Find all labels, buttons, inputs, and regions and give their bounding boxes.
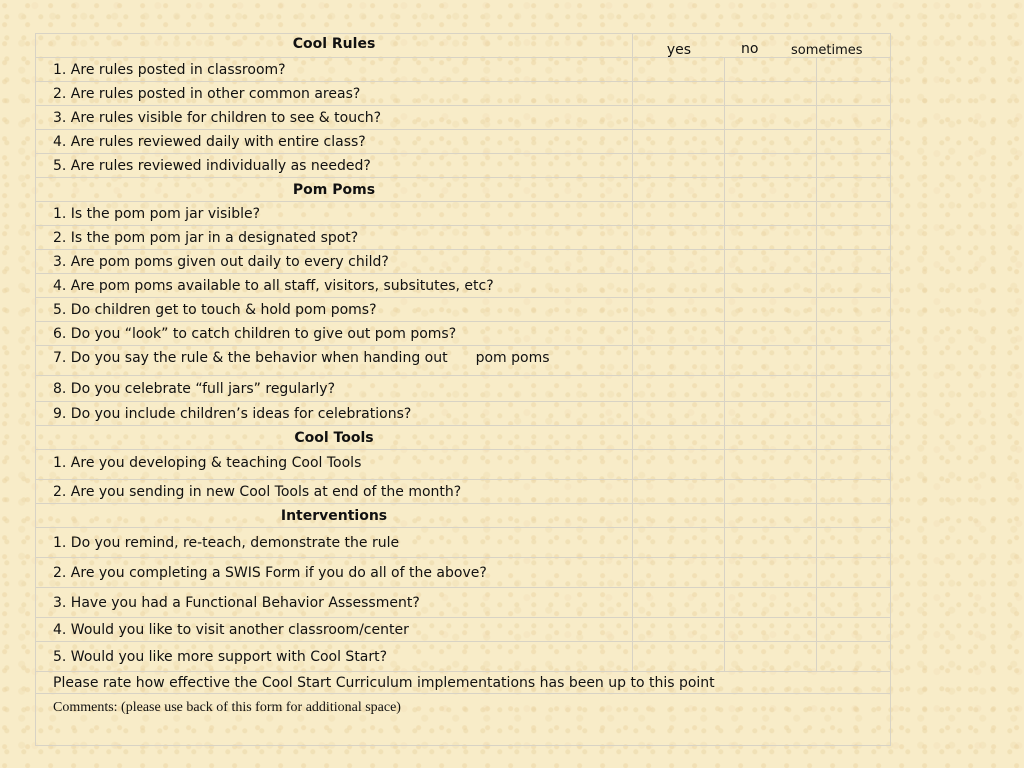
interventions-header-row	[36, 504, 891, 528]
sometimes-cell[interactable]	[817, 480, 891, 504]
question-row	[36, 82, 891, 106]
yes-column-header: yes	[666, 42, 692, 58]
no-cell[interactable]	[725, 58, 817, 82]
question-row	[36, 376, 891, 402]
question-text: 5. Are rules reviewed individually as needed?	[36, 154, 633, 178]
yes-cell[interactable]	[633, 322, 725, 346]
rating-row	[36, 672, 891, 694]
sometimes-cell[interactable]	[817, 558, 891, 588]
question-text: 2. Are rules posted in other common areas?	[36, 82, 633, 106]
comments-row[interactable]	[36, 694, 891, 746]
cool-rules-title: Cool Rules	[36, 34, 633, 58]
question-row	[36, 274, 891, 298]
yes-cell[interactable]	[633, 130, 725, 154]
question-row	[36, 450, 891, 480]
question-text: 7. Do you say the rule & the behavior when handing out	[53, 350, 448, 366]
sometimes-cell[interactable]	[817, 322, 891, 346]
no-column-header: no	[741, 41, 759, 57]
sometimes-cell[interactable]	[817, 618, 891, 642]
no-cell[interactable]	[725, 298, 817, 322]
sometimes-cell[interactable]	[817, 402, 891, 426]
question-row	[36, 58, 891, 82]
question-text: 2. Is the pom pom jar in a designated spot?	[36, 226, 633, 250]
question-text: 5. Do children get to touch & hold pom poms?	[36, 298, 633, 322]
yes-cell[interactable]	[633, 480, 725, 504]
no-cell[interactable]	[725, 106, 817, 130]
question-row	[36, 480, 891, 504]
yes-cell[interactable]	[633, 588, 725, 618]
sometimes-cell[interactable]	[817, 642, 891, 672]
question-row	[36, 226, 891, 250]
question-text: 4. Would you like to visit another classroom/center	[36, 618, 633, 642]
question-row	[36, 618, 891, 642]
no-cell[interactable]	[725, 588, 817, 618]
question-row	[36, 588, 891, 618]
question-row	[36, 322, 891, 346]
question-text-tail: pom poms	[475, 350, 550, 366]
yes-cell[interactable]	[633, 528, 725, 558]
yes-cell[interactable]	[633, 376, 725, 402]
sometimes-cell[interactable]	[817, 346, 891, 376]
no-cell[interactable]	[725, 642, 817, 672]
sometimes-cell[interactable]	[817, 588, 891, 618]
no-cell[interactable]	[725, 346, 817, 376]
yes-cell[interactable]	[633, 346, 725, 376]
yes-cell[interactable]	[633, 82, 725, 106]
no-cell[interactable]	[725, 154, 817, 178]
question-row	[36, 528, 891, 558]
question-text: 6. Do you “look” to catch children to give out pom poms?	[36, 322, 633, 346]
sometimes-cell[interactable]	[817, 298, 891, 322]
sometimes-cell[interactable]	[817, 82, 891, 106]
question-text: 1. Are you developing & teaching Cool Tools	[36, 450, 633, 480]
comments-field[interactable]: Comments: (please use back of this form for additional space)	[36, 694, 891, 746]
question-text: 1. Is the pom pom jar visible?	[36, 202, 633, 226]
yes-cell[interactable]	[633, 450, 725, 480]
no-cell[interactable]	[725, 202, 817, 226]
no-cell[interactable]	[725, 130, 817, 154]
question-text: 5. Would you like more support with Cool Start?	[36, 642, 633, 672]
sometimes-cell[interactable]	[817, 106, 891, 130]
sometimes-cell[interactable]	[817, 450, 891, 480]
no-cell[interactable]	[725, 528, 817, 558]
question-text: 4. Are pom poms available to all staff, visitors, subsitutes, etc?	[36, 274, 633, 298]
no-cell[interactable]	[725, 226, 817, 250]
question-row	[36, 346, 891, 376]
question-text: 2. Are you completing a SWIS Form if you do all of the above?	[36, 558, 633, 588]
question-text: 3. Are pom poms given out daily to every child?	[36, 250, 633, 274]
question-text: 3. Have you had a Functional Behavior Assessment?	[36, 588, 633, 618]
question-row	[36, 558, 891, 588]
question-row	[36, 298, 891, 322]
no-cell[interactable]	[725, 274, 817, 298]
question-text: 1. Do you remind, re-teach, demonstrate the rule	[36, 528, 633, 558]
yes-cell[interactable]	[633, 298, 725, 322]
no-cell[interactable]	[725, 618, 817, 642]
no-cell[interactable]	[725, 450, 817, 480]
no-cell[interactable]	[725, 480, 817, 504]
pom-poms-title: Pom Poms	[36, 178, 633, 202]
sometimes-cell[interactable]	[817, 226, 891, 250]
sometimes-cell[interactable]	[817, 58, 891, 82]
question-text: 9. Do you include children’s ideas for celebrations?	[36, 402, 633, 426]
no-cell[interactable]	[725, 82, 817, 106]
yes-cell[interactable]	[633, 58, 725, 82]
no-cell[interactable]	[725, 558, 817, 588]
yes-cell[interactable]	[633, 202, 725, 226]
question-row	[36, 154, 891, 178]
question-row	[36, 106, 891, 130]
question-text: 8. Do you celebrate “full jars” regularly?	[36, 376, 633, 402]
cool-rules-header-row	[36, 34, 891, 58]
question-cell	[36, 346, 633, 376]
yes-cell[interactable]	[633, 274, 725, 298]
no-cell[interactable]	[725, 322, 817, 346]
cool-tools-title: Cool Tools	[36, 426, 633, 450]
question-text: 4. Are rules reviewed daily with entire class?	[36, 130, 633, 154]
question-text: 2. Are you sending in new Cool Tools at end of the month?	[36, 480, 633, 504]
yes-cell[interactable]	[633, 618, 725, 642]
cool-tools-header-row	[36, 426, 891, 450]
yes-cell[interactable]	[633, 402, 725, 426]
sometimes-cell[interactable]	[817, 250, 891, 274]
sometimes-cell[interactable]	[817, 274, 891, 298]
sometimes-cell[interactable]	[817, 154, 891, 178]
no-cell[interactable]	[725, 376, 817, 402]
yes-cell[interactable]	[633, 154, 725, 178]
question-row	[36, 130, 891, 154]
pom-poms-header-row	[36, 178, 891, 202]
checklist-table	[35, 33, 891, 746]
question-row	[36, 250, 891, 274]
yes-cell[interactable]	[633, 250, 725, 274]
yes-cell[interactable]	[633, 106, 725, 130]
sometimes-column-header: sometimes	[791, 43, 863, 58]
answer-column-headers	[633, 34, 891, 58]
yes-cell[interactable]	[633, 642, 725, 672]
sometimes-cell[interactable]	[817, 130, 891, 154]
sometimes-cell[interactable]	[817, 528, 891, 558]
no-cell[interactable]	[725, 250, 817, 274]
rating-prompt: Please rate how effective the Cool Start Curriculum implementations has been up to this point	[36, 672, 891, 694]
yes-cell[interactable]	[633, 226, 725, 250]
question-row	[36, 202, 891, 226]
yes-cell[interactable]	[633, 558, 725, 588]
sometimes-cell[interactable]	[817, 376, 891, 402]
interventions-title: Interventions	[36, 504, 633, 528]
question-text: 3. Are rules visible for children to see & touch?	[36, 106, 633, 130]
question-text: 1. Are rules posted in classroom?	[36, 58, 633, 82]
question-row	[36, 402, 891, 426]
question-row	[36, 642, 891, 672]
sometimes-cell[interactable]	[817, 202, 891, 226]
no-cell[interactable]	[725, 402, 817, 426]
